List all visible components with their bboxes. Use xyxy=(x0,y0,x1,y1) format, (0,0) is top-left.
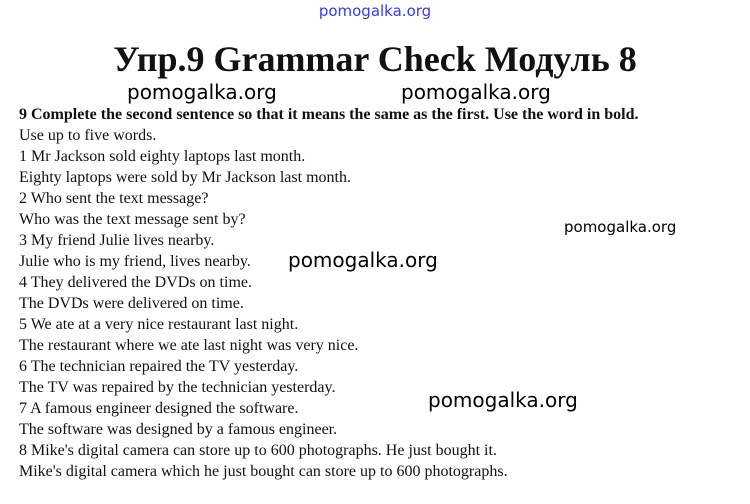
sentence-7-rewritten: The software was designed by a famous engineer. xyxy=(19,421,338,438)
sentence-8-original: 8 Mike's digital camera can store up to 600 photographs. He just bought it. xyxy=(19,442,497,459)
exercise-limit: Use up to five words. xyxy=(19,127,157,144)
sentence-3-original: 3 My friend Julie lives nearby. xyxy=(19,232,215,249)
watermark: pomogalka.org xyxy=(428,388,578,412)
sentence-6-rewritten: The TV was repaired by the technician yesterday. xyxy=(19,379,336,396)
page-title: Упр.9 Grammar Check Модуль 8 xyxy=(113,39,637,79)
sentence-3-rewritten: Julie who is my friend, lives nearby. xyxy=(19,253,251,270)
sentence-2-rewritten: Who was the text message sent by? xyxy=(19,211,246,228)
exercise-text xyxy=(19,104,739,482)
sentence-1-original: 1 Mr Jackson sold eighty laptops last month. xyxy=(19,148,306,165)
site-link-top[interactable]: pomogalka.org xyxy=(318,2,432,20)
sentence-2-original: 2 Who sent the text message? xyxy=(19,190,209,207)
sentence-4-original: 4 They delivered the DVDs on time. xyxy=(19,274,252,291)
sentence-1-rewritten: Eighty laptops were sold by Mr Jackson last month. xyxy=(19,169,351,186)
sentence-5-rewritten: The restaurant where we ate last night was very nice. xyxy=(19,337,359,354)
watermark: pomogalka.org xyxy=(401,80,551,104)
watermark: pomogalka.org xyxy=(288,248,438,272)
sentence-5-original: 5 We ate at a very nice restaurant last night. xyxy=(19,316,299,333)
watermark: pomogalka.org xyxy=(127,80,277,104)
sentence-7-original: 7 A famous engineer designed the software. xyxy=(19,400,299,417)
sentence-6-original: 6 The technician repaired the TV yesterday. xyxy=(19,358,299,375)
sentence-4-rewritten: The DVDs were delivered on time. xyxy=(19,295,244,312)
exercise-instruction: 9 Complete the second sentence so that it means the same as the first. Use the word in bold. xyxy=(19,106,639,123)
sentence-8-rewritten: Mike's digital camera which he just bought can store up to 600 photographs. xyxy=(19,463,508,480)
watermark: pomogalka.org xyxy=(564,218,677,236)
